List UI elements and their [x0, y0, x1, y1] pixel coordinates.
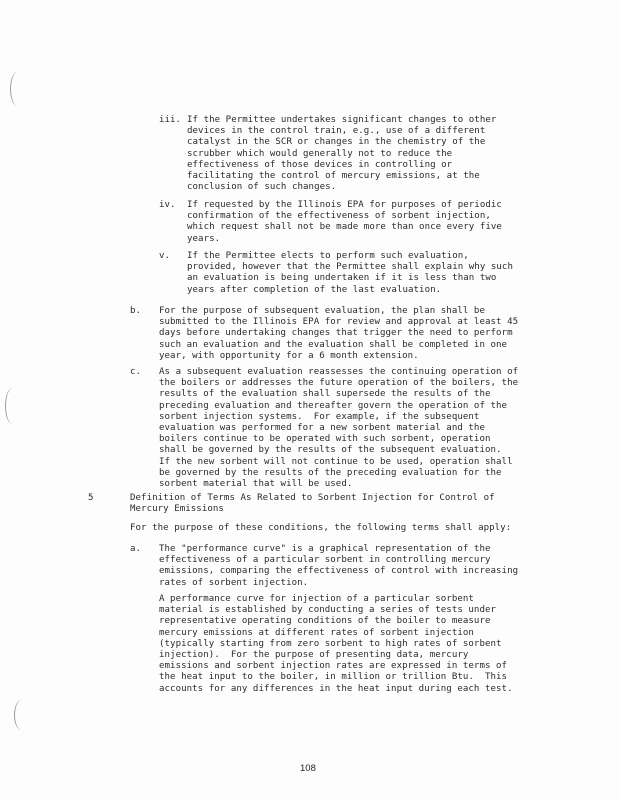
text-line: The "performance curve" is a graphical representation of the: [159, 544, 491, 554]
item-label-c: c.: [130, 367, 141, 377]
text-line: rates of sorbent injection.: [159, 577, 309, 588]
text-line: scrubber which would generally not to reduce the: [187, 148, 453, 159]
text-line: preceding evaluation and thereafter govern the operation of the: [159, 400, 508, 411]
punch-hole-mark-top: [10, 72, 25, 106]
text-line: confirmation of the effectiveness of sorbent injection,: [187, 211, 491, 222]
text-line: A performance curve for injection of a particular sorbent: [159, 594, 474, 604]
text-line: sorbent material that will be used.: [159, 479, 353, 490]
text-line: emissions, comparing the effectiveness of control with increasing: [159, 566, 519, 577]
item-a-text: [159, 544, 518, 589]
punch-hole-mark-middle: [5, 388, 20, 424]
text-line: If the Permittee undertakes significant changes to other: [187, 115, 497, 125]
page-number: 108: [300, 763, 316, 774]
text-line: which request shall not be made more than once every five: [187, 222, 502, 233]
item-label-a: a.: [130, 544, 141, 554]
text-line: days before undertaking changes that trigger the need to perform: [159, 328, 513, 339]
text-line: year, with opportunity for a 6 month extension.: [159, 350, 419, 361]
text-line: devices in the control train, e.g., use of a different: [187, 126, 486, 137]
text-line: material is established by conducting a series of tests under: [159, 605, 497, 616]
text-line: If the new sorbent will not continue to be used, operation shall: [159, 456, 513, 467]
item-label-b: b.: [130, 306, 141, 316]
section-number: 5: [88, 493, 94, 503]
text-line: mercury emissions at different rates of sorbent injection: [159, 627, 474, 638]
text-line: (typically starting from zero sorbent to high rates of sorbent: [159, 638, 502, 649]
text-line: For the purpose of subsequent evaluation, the plan shall be: [159, 306, 485, 316]
item-label-iv: iv.: [159, 200, 176, 210]
text-line: If requested by the Illinois EPA for purposes of periodic: [187, 200, 502, 210]
item-v-text: [187, 251, 513, 296]
item-a-paragraph: [159, 594, 513, 695]
text-line: such an evaluation and the evaluation shall be completed in one: [159, 339, 508, 350]
section-heading: [130, 493, 495, 515]
text-line: accounts for any differences in the heat input during each test.: [159, 683, 513, 694]
text-line: be governed by the results of the preceding evaluation for the: [159, 467, 502, 478]
heading-line: Mercury Emissions: [130, 504, 224, 515]
text-line: As a subsequent evaluation reassesses the continuing operation of: [159, 367, 519, 377]
text-line: shall be governed by the results of the subsequent evaluation.: [159, 445, 502, 456]
text-line: provided, however that the Permittee shall explain why such: [187, 262, 513, 273]
text-line: conclusion of such changes.: [187, 182, 337, 193]
text-line: evaluation was performed for a new sorbent material and the: [159, 423, 485, 434]
text-line: sorbent injection systems. For example, if the subsequent: [159, 411, 480, 422]
text-line: effectiveness of a particular sorbent in controlling mercury: [159, 555, 491, 566]
section-intro: [130, 523, 511, 534]
intro-line: For the purpose of these conditions, the following terms shall apply:: [130, 523, 512, 533]
text-line: submitted to the Illinois EPA for review and approval at least 45: [159, 317, 519, 328]
text-line: years.: [187, 233, 221, 244]
item-iv-text: [187, 200, 502, 245]
item-b-text: [159, 306, 518, 362]
text-line: If the Permittee elects to perform such evaluation,: [187, 251, 469, 261]
item-label-v: v.: [159, 251, 170, 261]
text-line: emissions and sorbent injection rates are expressed in terms of: [159, 661, 508, 672]
text-line: injection). For the purpose of presenting data, mercury: [159, 650, 469, 661]
text-line: the heat input to the boiler, in million or trillion Btu. This: [159, 672, 508, 683]
text-line: an evaluation is being undertaken if it is less than two: [187, 273, 497, 284]
text-line: the boilers or addresses the future operation of the boilers, the: [159, 378, 519, 389]
text-line: representative operating conditions of the boiler to measure: [159, 616, 491, 627]
item-label-iii: iii.: [159, 115, 181, 125]
text-line: boilers continue to be operated with such sorbent, operation: [159, 434, 491, 445]
punch-hole-mark-bottom: [14, 700, 29, 730]
text-line: years after completion of the last evaluation.: [187, 284, 442, 295]
item-c-text: [159, 367, 518, 490]
text-line: facilitating the control of mercury emissions, at the: [187, 171, 480, 182]
text-line: results of the evaluation shall supersede the results of the: [159, 389, 491, 400]
text-line: effectiveness of those devices in controlling or: [187, 159, 453, 170]
item-iii-text: [187, 115, 496, 193]
heading-line: Definition of Terms As Related to Sorbent Injection for Control of: [130, 493, 495, 503]
text-line: catalyst in the SCR or changes in the chemistry of the: [187, 137, 486, 148]
